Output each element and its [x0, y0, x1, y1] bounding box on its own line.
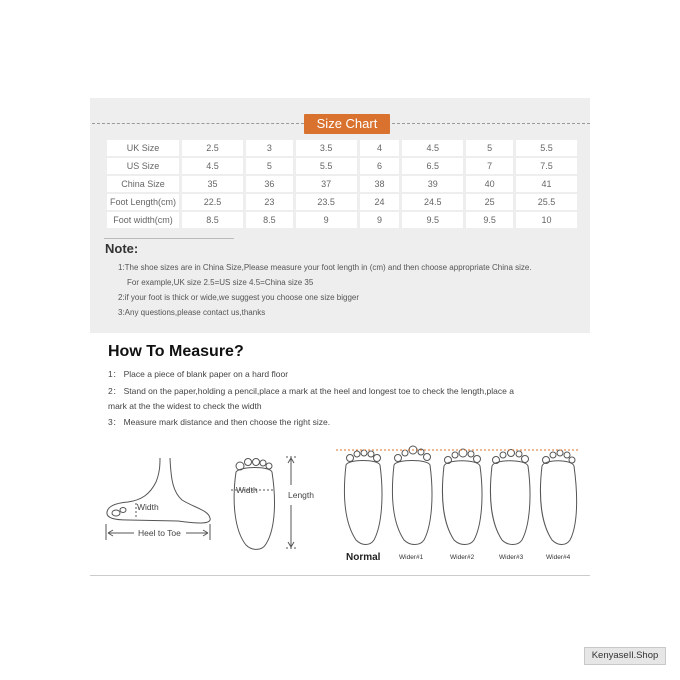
table-cell: 25 [466, 194, 513, 210]
table-cell: 36 [246, 176, 293, 192]
table-cell: 9 [296, 212, 357, 228]
table-cell: 3 [246, 140, 293, 156]
table-cell: 2.5 [182, 140, 243, 156]
measure-step: 1： Place a piece of blank paper on a hard floor [108, 369, 289, 379]
measure-step: mark at the the widest to check the width [108, 401, 262, 411]
foot-type-label: Wider#4 [546, 554, 571, 561]
table-cell: 9.5 [466, 212, 513, 228]
note-title: Note: [105, 241, 139, 256]
table-cell: 4.5 [182, 158, 243, 174]
table-cell: 6.5 [402, 158, 463, 174]
table-cell: 7.5 [516, 158, 577, 174]
foot-normal-icon [344, 450, 382, 545]
width-top-label: Width [236, 485, 258, 495]
foot-wider-1-icon [392, 446, 432, 545]
table-cell: 7 [466, 158, 513, 174]
bottom-divider [90, 575, 590, 576]
table-cell: 9.5 [402, 212, 463, 228]
table-cell: 9 [360, 212, 400, 228]
table-cell: 6 [360, 158, 400, 174]
table-cell: 4.5 [402, 140, 463, 156]
shop-watermark: KenyaseIl.Shop [584, 647, 666, 665]
how-to-measure-title: How To Measure? [108, 343, 244, 360]
table-cell: 8.5 [246, 212, 293, 228]
length-label: Length [288, 490, 314, 500]
table-cell: 5 [466, 140, 513, 156]
size-chart-title: Size Chart [304, 114, 390, 134]
note-line: 3:Any questions,please contact us,thanks [118, 308, 266, 317]
table-cell: 39 [402, 176, 463, 192]
toe-shape [253, 459, 260, 466]
table-cell: 5 [246, 158, 293, 174]
row-label: Foot Length(cm) [107, 194, 179, 210]
row-label: Foot width(cm) [107, 212, 179, 228]
side-foot-icon [107, 458, 210, 523]
note-line: For example,UK size 2.5=US size 4.5=China size 35 [127, 278, 314, 287]
table-cell: 5.5 [296, 158, 357, 174]
table-cell: 35 [182, 176, 243, 192]
toe-shape [120, 508, 126, 513]
table-cell: 10 [516, 212, 577, 228]
width-side-label: Width [137, 502, 159, 512]
note-line: 2:if your foot is thick or wide,we suggest you choose one size bigger [118, 293, 360, 302]
table-cell: 37 [296, 176, 357, 192]
foot-wider-4-icon [540, 450, 576, 545]
foot-wider-2-icon [442, 449, 482, 545]
table-cell: 24 [360, 194, 400, 210]
table-cell: 3.5 [296, 140, 357, 156]
table-cell: 40 [466, 176, 513, 192]
table-cell: 25.5 [516, 194, 577, 210]
toe-shape [112, 510, 120, 516]
toe-shape [260, 460, 266, 466]
heel-to-toe-label: Heel to Toe [138, 528, 181, 538]
toe-shape [245, 459, 252, 466]
measure-step: 3： Measure mark distance and then choose the right size. [108, 417, 331, 427]
table-cell: 38 [360, 176, 400, 192]
top-foot-icon [234, 468, 274, 550]
foot-type-label: Wider#2 [450, 554, 475, 561]
foot-type-label: Wider#3 [499, 554, 524, 561]
table-cell: 8.5 [182, 212, 243, 228]
row-label: US Size [107, 158, 179, 174]
table-cell: 22.5 [182, 194, 243, 210]
measure-step: 2： Stand on the paper,holding a pencil,place a mark at the heel and longest toe to check the length,place a [108, 386, 514, 396]
toe-shape [266, 463, 272, 469]
row-label: UK Size [107, 140, 179, 156]
table-cell: 24.5 [402, 194, 463, 210]
foot-type-label: Normal [346, 552, 381, 563]
table-cell: 5.5 [516, 140, 577, 156]
table-cell: 23 [246, 194, 293, 210]
table-cell: 41 [516, 176, 577, 192]
table-cell: 23.5 [296, 194, 357, 210]
foot-wider-3-icon [490, 450, 530, 545]
row-label: China Size [107, 176, 179, 192]
foot-type-label: Wider#1 [399, 554, 424, 561]
table-cell: 4 [360, 140, 400, 156]
note-line: 1:The shoe sizes are in China Size,Please measure your foot length in (cm) and then choose appropriate China size. [118, 263, 532, 272]
